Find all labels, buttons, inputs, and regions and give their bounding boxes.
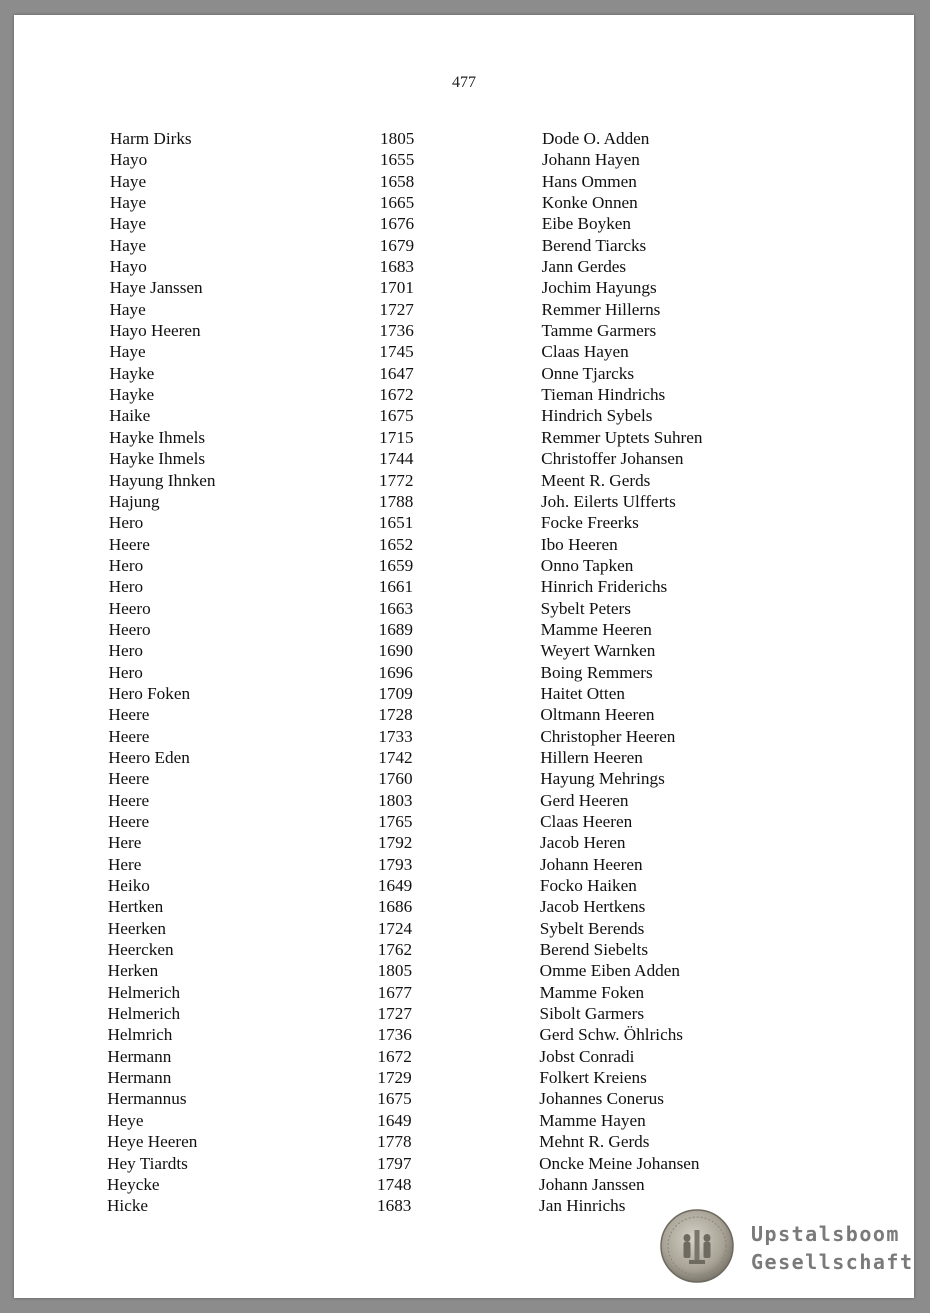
entry-father-name: Johann Janssen	[539, 1174, 645, 1194]
entry-year: 1675	[377, 1089, 412, 1109]
entry-year: 1727	[377, 1004, 412, 1024]
entry-row	[13, 448, 913, 469]
entry-year: 1803	[378, 790, 413, 810]
entry-row	[14, 235, 914, 256]
entry-row	[14, 299, 914, 320]
entry-row	[12, 896, 912, 917]
entry-year: 1797	[377, 1153, 412, 1173]
entry-given-name: Hero	[108, 641, 143, 661]
entry-father-name: Sybelt Peters	[540, 598, 631, 618]
entry-father-name: Christopher Heeren	[540, 726, 676, 746]
entry-year: 1676	[379, 214, 415, 234]
entry-given-name: Heercken	[107, 940, 174, 960]
seal-icon	[659, 1208, 735, 1284]
entry-year: 1788	[378, 491, 414, 511]
entry-year: 1742	[378, 747, 413, 767]
entry-father-name: Gerd Heeren	[540, 790, 629, 810]
entry-given-name: Helmrich	[107, 1025, 173, 1045]
entry-father-name: Hillern Heeren	[540, 747, 643, 767]
entry-year: 1655	[379, 150, 415, 170]
entry-father-name: Claas Heeren	[540, 812, 633, 831]
entry-year: 1672	[379, 385, 414, 405]
entry-year: 1649	[377, 876, 413, 896]
entry-given-name: Hermann	[107, 1068, 172, 1088]
entry-father-name: Focko Haiken	[539, 876, 637, 896]
entry-given-name: Helmerich	[107, 1004, 181, 1024]
entry-list	[14, 128, 914, 1217]
entry-year: 1724	[377, 918, 413, 938]
entry-father-name: Mehnt R. Gerds	[539, 1132, 650, 1152]
entry-year: 1679	[379, 235, 415, 255]
entry-given-name: Hero Foken	[108, 683, 191, 703]
entry-given-name: Heere	[108, 769, 150, 789]
entry-father-name: Berend Tiarcks	[541, 235, 647, 255]
entry-given-name: Hajung	[108, 491, 160, 511]
entry-year: 1661	[378, 577, 414, 597]
entry-row	[12, 704, 912, 725]
entry-year: 1805	[377, 961, 413, 981]
entry-year: 1658	[379, 171, 415, 191]
entry-year: 1675	[379, 406, 414, 426]
entry-father-name: Jacob Heren	[540, 833, 626, 853]
entry-row	[11, 1067, 911, 1088]
entry-year: 1727	[379, 299, 414, 319]
document-page	[14, 15, 914, 1298]
entry-given-name: Heycke	[107, 1174, 160, 1194]
entry-year: 1765	[378, 812, 413, 831]
entry-row	[13, 384, 913, 405]
entry-father-name: Sibolt Garmers	[539, 1004, 645, 1024]
entry-year: 1778	[377, 1132, 412, 1152]
entry-row	[12, 854, 912, 875]
entry-row	[12, 875, 912, 896]
entry-row	[12, 726, 912, 747]
entry-year: 1696	[378, 662, 413, 682]
entry-row	[12, 768, 912, 789]
entry-father-name: Christoffer Johansen	[541, 449, 684, 469]
entry-given-name: Hero	[108, 555, 144, 575]
entry-given-name: Haike	[109, 406, 151, 426]
entry-year: 1663	[378, 598, 414, 618]
entry-row	[13, 320, 913, 341]
entry-row	[12, 918, 912, 939]
entry-given-name: Hermann	[107, 1046, 172, 1066]
entry-given-name: Heero	[108, 598, 151, 618]
entry-given-name: Hero	[108, 577, 144, 597]
entry-row	[13, 640, 913, 661]
entry-given-name: Heero Eden	[108, 747, 190, 767]
entry-year: 1686	[377, 897, 413, 917]
entry-row	[13, 662, 913, 683]
entry-given-name: Helmerich	[107, 982, 181, 1002]
entry-given-name: Herken	[107, 961, 159, 981]
entry-father-name: Jochim Hayungs	[541, 278, 657, 298]
entry-father-name: Hindrich Sybels	[541, 406, 653, 426]
entry-father-name: Mamme Heeren	[540, 619, 652, 639]
entry-row	[12, 790, 912, 811]
entry-father-name: Omme Eiben Adden	[539, 961, 681, 981]
entry-given-name: Hayke	[109, 363, 155, 383]
entry-row	[12, 832, 912, 853]
entry-year: 1677	[377, 982, 412, 1002]
entry-row	[13, 491, 913, 512]
entry-year: 1760	[378, 769, 413, 789]
entry-year: 1728	[378, 705, 413, 725]
entry-year: 1715	[379, 427, 414, 447]
entry-row	[11, 1046, 911, 1067]
entry-given-name: Hayke Ihmels	[109, 449, 206, 469]
society-logo	[659, 1208, 914, 1288]
entry-row	[13, 427, 913, 448]
entry-given-name: Heero	[108, 619, 151, 639]
entry-father-name: Oltmann Heeren	[540, 705, 655, 725]
entry-year: 1772	[379, 470, 414, 490]
entry-father-name: Hinrich Friderichs	[540, 577, 668, 597]
entry-row	[13, 405, 913, 426]
entry-row	[13, 555, 913, 576]
entry-father-name: Hayung Mehrings	[540, 769, 665, 789]
entry-row	[11, 1131, 911, 1152]
entry-year: 1748	[377, 1174, 412, 1194]
entry-father-name: Focke Freerks	[540, 513, 639, 533]
entry-father-name: Folkert Kreiens	[539, 1068, 647, 1088]
entry-row	[11, 1088, 911, 1109]
entry-given-name: Heerken	[107, 918, 166, 938]
entry-given-name: Heye Heeren	[107, 1132, 198, 1152]
entry-father-name: Konke Onnen	[541, 193, 638, 213]
entry-year: 1805	[380, 129, 415, 148]
entry-father-name: Jan Hinrichs	[539, 1196, 626, 1216]
entry-given-name: Hero	[108, 662, 143, 682]
entry-given-name: Heere	[108, 812, 150, 831]
entry-year: 1690	[378, 641, 413, 661]
society-name-line-2: Gesellschaft	[751, 1250, 914, 1274]
entry-given-name: Hayo	[109, 150, 148, 170]
entry-given-name: Here	[107, 854, 142, 874]
entry-year: 1683	[379, 257, 415, 277]
entry-year: 1683	[377, 1196, 412, 1216]
entry-year: 1762	[377, 940, 413, 960]
entry-row	[12, 960, 912, 981]
entry-father-name: Tamme Garmers	[541, 321, 657, 341]
entry-given-name: Haye	[109, 171, 147, 191]
entry-row	[14, 213, 914, 234]
entry-father-name: Sybelt Berends	[539, 918, 645, 938]
entry-year: 1672	[377, 1046, 412, 1066]
entry-father-name: Joh. Eilerts Ulfferts	[540, 491, 676, 511]
entry-father-name: Johannes Conerus	[539, 1089, 664, 1109]
entry-given-name: Hayo	[109, 257, 147, 277]
entry-year: 1793	[377, 854, 413, 874]
entry-given-name: Heere	[108, 534, 150, 554]
entry-year: 1701	[379, 278, 414, 298]
entry-row	[13, 576, 913, 597]
entry-given-name: Hicke	[107, 1196, 149, 1216]
entry-father-name: Tieman Hindrichs	[541, 385, 666, 405]
entry-row	[12, 982, 912, 1003]
entry-father-name: Weyert Warnken	[540, 641, 656, 661]
entry-row	[13, 470, 913, 491]
entry-given-name: Hayung Ihnken	[109, 470, 216, 490]
entry-year: 1689	[378, 619, 413, 639]
entry-year: 1651	[378, 513, 414, 533]
entry-row	[14, 277, 914, 298]
entry-given-name: Hertken	[107, 897, 164, 917]
entry-row	[13, 363, 913, 384]
entry-row	[12, 1003, 912, 1024]
entry-year: 1736	[377, 1025, 412, 1045]
entry-father-name: Johann Hayen	[541, 150, 640, 170]
entry-year: 1729	[377, 1068, 412, 1088]
entry-father-name: Mamme Foken	[539, 982, 645, 1002]
entry-father-name: Gerd Schw. Öhlrichs	[539, 1025, 684, 1045]
entry-row	[11, 1024, 911, 1045]
entry-year: 1745	[379, 342, 414, 362]
entry-given-name: Heye	[107, 1110, 144, 1130]
entry-father-name: Haitet Otten	[540, 683, 625, 703]
entry-year: 1649	[377, 1110, 412, 1130]
entry-row	[14, 149, 914, 170]
entry-given-name: Haye Janssen	[109, 278, 203, 298]
entry-row	[14, 171, 914, 192]
entry-row	[11, 1174, 911, 1195]
entry-given-name: Here	[108, 833, 142, 853]
entry-father-name: Meent R. Gerds	[541, 470, 651, 490]
entry-row	[12, 811, 912, 832]
entry-year: 1665	[379, 193, 415, 213]
entry-father-name: Oncke Meine Johansen	[539, 1153, 700, 1173]
entry-father-name: Jacob Hertkens	[539, 897, 646, 917]
entry-given-name: Haye	[109, 214, 147, 234]
entry-given-name: Heiko	[107, 876, 150, 896]
entry-given-name: Hayo Heeren	[109, 321, 201, 341]
entry-father-name: Onno Tapken	[540, 555, 634, 575]
entry-father-name: Hans Ommen	[541, 171, 637, 191]
entry-father-name: Mamme Hayen	[539, 1110, 646, 1130]
entry-given-name: Hayke	[109, 385, 155, 405]
entry-father-name: Johann Heeren	[539, 854, 643, 874]
entry-year: 1733	[378, 726, 413, 746]
entry-given-name: Haye	[109, 342, 146, 362]
entry-father-name: Onne Tjarcks	[541, 363, 635, 383]
entry-father-name: Berend Siebelts	[539, 940, 649, 960]
entry-year: 1709	[378, 683, 413, 703]
entry-row	[11, 1153, 911, 1174]
entry-year: 1647	[379, 363, 414, 383]
society-name-line-1: Upstalsboom	[751, 1222, 900, 1246]
entry-row	[12, 939, 912, 960]
entry-father-name: Jann Gerdes	[541, 257, 627, 277]
entry-row	[13, 619, 913, 640]
entry-given-name: Heere	[108, 790, 150, 810]
entry-row	[13, 512, 913, 533]
entry-father-name: Dode O. Adden	[542, 129, 650, 148]
entry-row	[11, 1110, 911, 1131]
entry-father-name: Boing Remmers	[540, 662, 653, 682]
entry-year: 1744	[379, 449, 414, 469]
page-number: 477	[452, 74, 476, 91]
entry-given-name: Heere	[108, 726, 150, 746]
entry-given-name: Haye	[109, 193, 147, 213]
entry-row	[12, 683, 912, 704]
entry-year: 1792	[378, 833, 413, 853]
entry-father-name: Claas Hayen	[541, 342, 629, 362]
entry-given-name: Harm Dirks	[110, 129, 192, 148]
entry-father-name: Remmer Hillerns	[541, 299, 661, 319]
entry-father-name: Ibo Heeren	[540, 534, 618, 554]
entry-row	[12, 747, 912, 768]
entry-given-name: Hayke Ihmels	[109, 427, 206, 447]
entry-given-name: Heere	[108, 705, 150, 725]
entry-year: 1659	[378, 555, 414, 575]
entry-father-name: Eibe Boyken	[541, 214, 632, 234]
entry-father-name: Jobst Conradi	[539, 1046, 635, 1066]
entry-given-name: Haye	[109, 235, 146, 255]
entry-given-name: Hey Tiardts	[107, 1153, 188, 1173]
entry-row	[14, 128, 914, 149]
entry-given-name: Hermannus	[107, 1089, 187, 1109]
entry-row	[14, 256, 914, 277]
entry-year: 1652	[378, 534, 414, 554]
entry-row	[14, 192, 914, 213]
entry-given-name: Haye	[109, 299, 146, 319]
entry-row	[13, 598, 913, 619]
entry-row	[13, 534, 913, 555]
entry-year: 1736	[379, 321, 414, 341]
entry-given-name: Hero	[108, 513, 144, 533]
entry-row	[13, 341, 913, 362]
entry-father-name: Remmer Uptets Suhren	[541, 427, 703, 447]
